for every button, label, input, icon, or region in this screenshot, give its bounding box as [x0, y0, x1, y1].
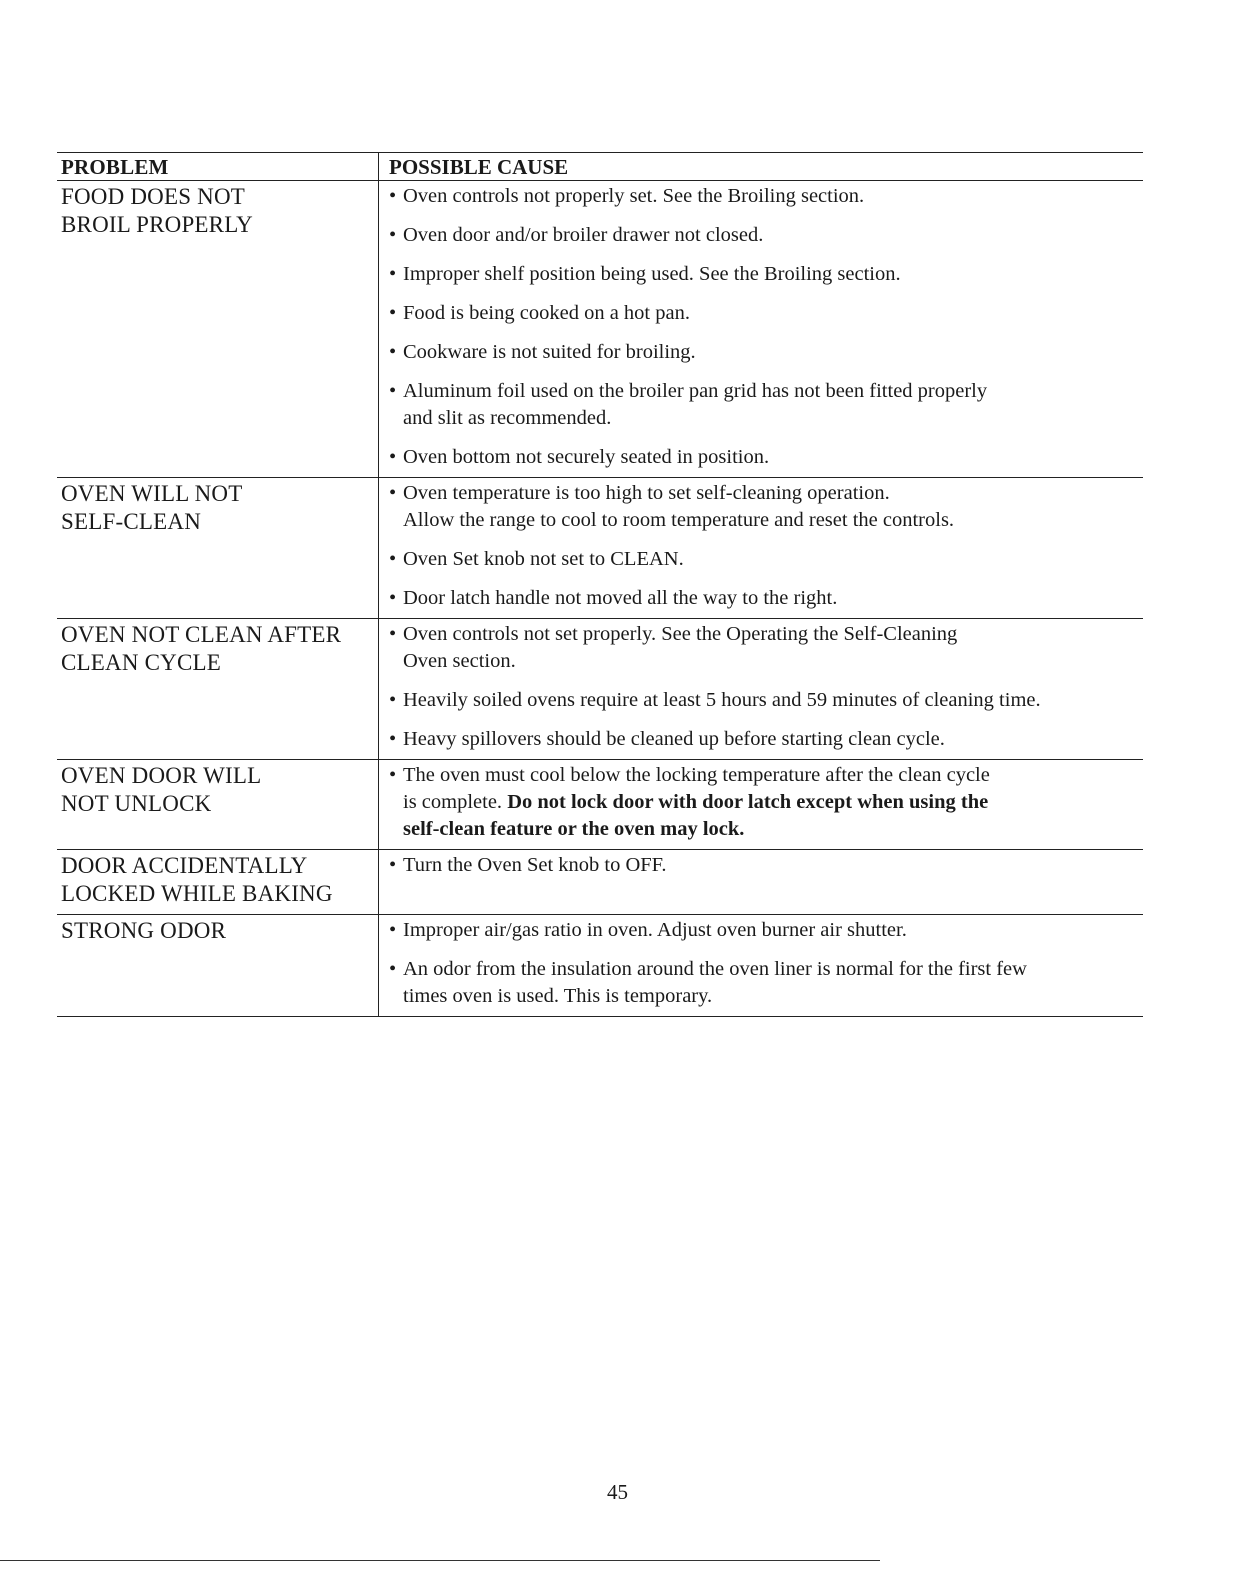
- bullet-icon: •: [389, 263, 397, 285]
- cause-text: Improper air/gas ratio in oven. Adjust oven burner air shutter.: [403, 919, 907, 941]
- table-row: [57, 760, 1143, 850]
- table-row: [57, 619, 1143, 760]
- cause-text: Heavily soiled ovens require at least 5 hours and 59 minutes of cleaning time.: [403, 689, 1041, 711]
- table-row: [57, 915, 1143, 1017]
- bullet-icon: •: [389, 482, 397, 504]
- cause-item: [389, 762, 1139, 843]
- bullet-icon: •: [389, 728, 397, 750]
- problem-text: OVEN NOT CLEAN AFTER: [61, 622, 342, 647]
- cause-item: [389, 378, 1139, 432]
- problem-cell: [57, 850, 379, 914]
- problem-text: BROIL PROPERLY: [61, 212, 253, 237]
- bullet-icon: •: [389, 446, 397, 468]
- cause-cell: [379, 619, 1143, 759]
- cause-text: Oven bottom not securely seated in position.: [403, 446, 770, 468]
- cause-item: [389, 687, 1139, 714]
- bullet-icon: •: [389, 302, 397, 324]
- problem-text: CLEAN CYCLE: [61, 650, 221, 675]
- bottom-divider: [0, 1560, 880, 1561]
- bullet-icon: •: [389, 224, 397, 246]
- bullet-icon: •: [389, 958, 397, 980]
- cause-cell: [379, 478, 1143, 618]
- cause-text-continued: and slit as recommended.: [403, 407, 612, 429]
- cause-item: [389, 621, 1139, 675]
- cause-text: Oven controls not set properly. See the Operating the Self-Cleaning: [403, 623, 958, 645]
- warning-text: Do not lock door with door latch except when using the: [507, 791, 989, 813]
- problem-cell: [57, 478, 379, 618]
- cause-text: Oven door and/or broiler drawer not closed.: [403, 224, 764, 246]
- cause-text: Improper shelf position being used. See the Broiling section.: [403, 263, 901, 285]
- cause-item: [389, 852, 1139, 879]
- page-number: 45: [607, 1480, 628, 1504]
- cause-text: An odor from the insulation around the oven liner is normal for the first few: [403, 958, 1027, 980]
- table-row: [57, 181, 1143, 478]
- cause-text-continued: is complete.: [403, 791, 503, 813]
- problem-text: DOOR ACCIDENTALLY: [61, 853, 308, 878]
- cause-item: [389, 261, 1139, 288]
- table-row: [57, 478, 1143, 619]
- table-header-row: [57, 152, 1143, 181]
- problem-text: OVEN WILL NOT: [61, 481, 243, 506]
- cause-item: [389, 339, 1139, 366]
- cause-text: Cookware is not suited for broiling.: [403, 341, 696, 363]
- problem-text: LOCKED WHILE BAKING: [61, 881, 333, 906]
- bullet-icon: •: [389, 854, 397, 876]
- cause-item: [389, 480, 1139, 534]
- cause-item: [389, 956, 1139, 1010]
- cause-cell: [379, 850, 1143, 914]
- bullet-icon: •: [389, 689, 397, 711]
- bullet-icon: •: [389, 623, 397, 645]
- bullet-icon: •: [389, 764, 397, 786]
- cause-text: Door latch handle not moved all the way to the right.: [403, 587, 838, 609]
- problem-text: STRONG ODOR: [61, 918, 227, 943]
- problem-cell: [57, 619, 379, 759]
- header-possible-cause: POSSIBLE CAUSE: [389, 155, 569, 179]
- cause-text: The oven must cool below the locking temperature after the clean cycle: [403, 764, 990, 786]
- header-problem: PROBLEM: [57, 153, 379, 180]
- warning-text-continued: self-clean feature or the oven may lock.: [403, 818, 745, 840]
- cause-item: [389, 546, 1139, 573]
- cause-item: [389, 183, 1139, 210]
- cause-text: Oven controls not properly set. See the Broiling section.: [403, 185, 865, 207]
- problem-cell: [57, 760, 379, 849]
- problem-text: OVEN DOOR WILL: [61, 763, 262, 788]
- cause-text: Food is being cooked on a hot pan.: [403, 302, 690, 324]
- problem-text: SELF-CLEAN: [61, 509, 201, 534]
- problem-cell: [57, 181, 379, 477]
- cause-text: Heavy spillovers should be cleaned up before starting clean cycle.: [403, 728, 945, 750]
- cause-item: [389, 726, 1139, 753]
- cause-text-continued: times oven is used. This is temporary.: [403, 985, 713, 1007]
- problem-text: FOOD DOES NOT: [61, 184, 246, 209]
- cause-text: Aluminum foil used on the broiler pan grid has not been fitted properly: [403, 380, 988, 402]
- cause-item: [389, 585, 1139, 612]
- bullet-icon: •: [389, 548, 397, 570]
- cause-text-continued: Oven section.: [403, 650, 516, 672]
- cause-text: Oven Set knob not set to CLEAN.: [403, 548, 684, 570]
- bullet-icon: •: [389, 587, 397, 609]
- table-row: [57, 850, 1143, 915]
- cause-text: Turn the Oven Set knob to OFF.: [403, 854, 667, 876]
- bullet-icon: •: [389, 185, 397, 207]
- bullet-icon: •: [389, 380, 397, 402]
- cause-cell: [379, 915, 1143, 1016]
- cause-item: [389, 222, 1139, 249]
- cause-cell: [379, 760, 1143, 849]
- cause-text: Oven temperature is too high to set self-cleaning operation.: [403, 482, 890, 504]
- troubleshooting-table: [57, 152, 1143, 1017]
- bullet-icon: •: [389, 919, 397, 941]
- cause-item: [389, 444, 1139, 471]
- cause-item: [389, 917, 1139, 944]
- cause-text-continued: Allow the range to cool to room temperature and reset the controls.: [403, 509, 955, 531]
- problem-text: NOT UNLOCK: [61, 791, 212, 816]
- cause-cell: [379, 181, 1143, 477]
- bullet-icon: •: [389, 341, 397, 363]
- problem-cell: [57, 915, 379, 1016]
- cause-item: [389, 300, 1139, 327]
